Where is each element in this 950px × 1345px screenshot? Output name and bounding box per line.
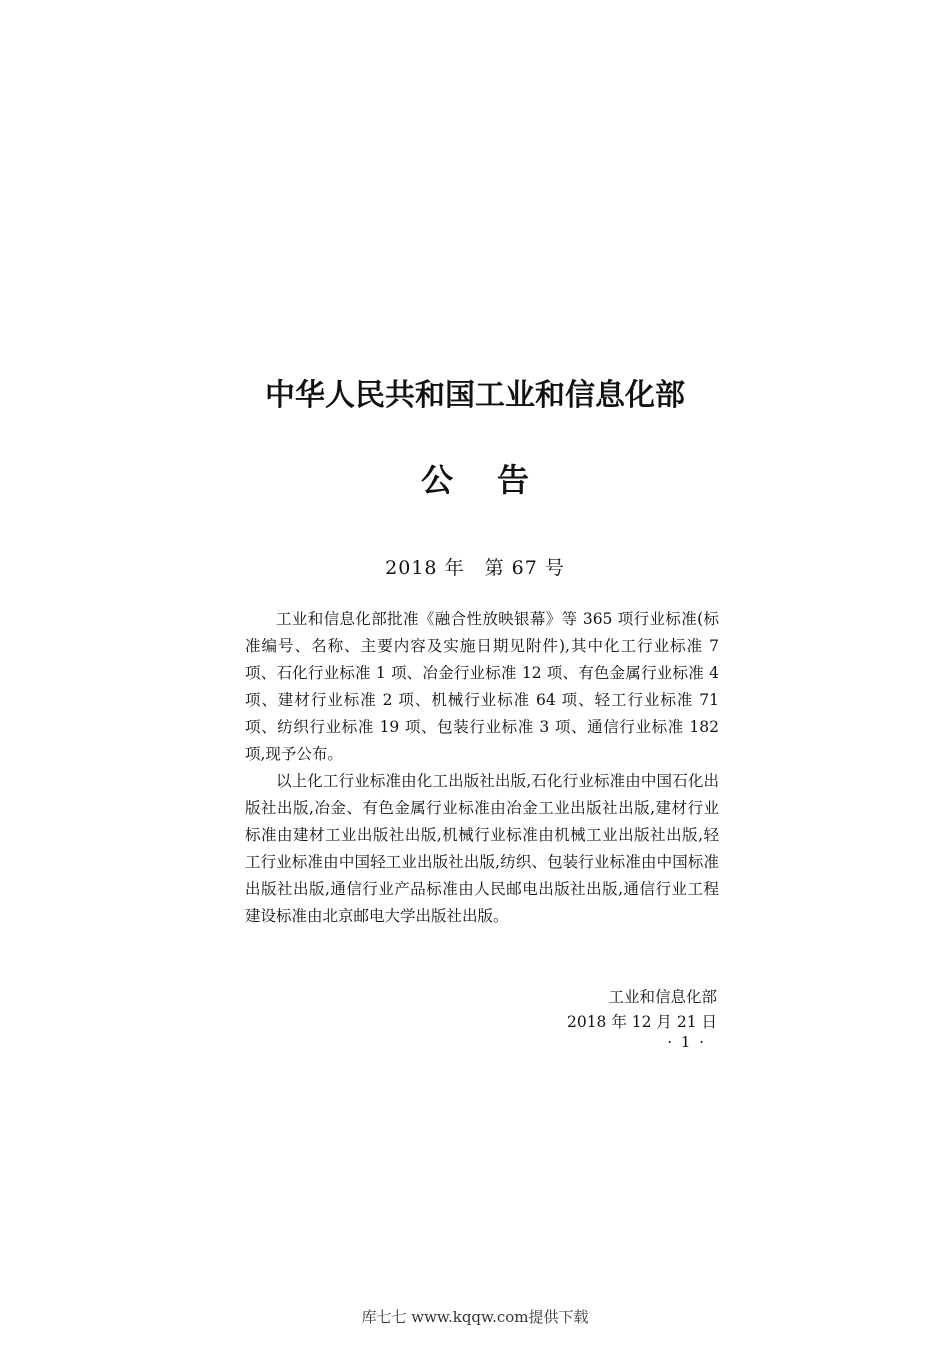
- announcement-title: 公告: [420, 461, 573, 499]
- signature-date: 2018 年 12 月 21 日: [566, 1013, 717, 1031]
- page-number: · 1 ·: [667, 1033, 706, 1051]
- signature-organization: 工业和信息化部: [608, 988, 717, 1006]
- signature-block: [567, 985, 717, 1035]
- issue-number: 2018 年 第 67 号: [385, 557, 565, 579]
- announcement-body: [245, 606, 719, 930]
- body-paragraph-1: 工业和信息化部批准《融合性放映银幕》等 365 项行业标准(标准编号、名称、主要内容及实施日期见附件),其中化工行业标准 7 项、石化行业标准 1 项、冶金行业标准 12 项、有色金属行业标准 4 项、建材行业标准 2 项、机械行业标准 64 项、轻工行业标准 71 项、纺织行业标准 19 项、包装行业标准 3 项、通信行业标准 182 项,现予公布。: [245, 610, 719, 763]
- ministry-title: 中华人民共和国工业和信息化部: [265, 378, 685, 413]
- body-paragraph-2: 以上化工行业标准由化工出版社出版,石化行业标准由中国石化出版社出版,冶金、有色金属行业标准由冶金工业出版社出版,建材行业标准由建材工业出版社出版,机械行业标准由机械工业出版社出版,轻工行业标准由中国轻工业出版社出版,纺织、包装行业标准由中国标准出版社出版,通信行业产品标准由人民邮电出版社出版,通信行业工程建设标准由北京邮电大学出版社出版。: [245, 772, 719, 925]
- download-watermark: 库七七 www.kqqw.com提供下载: [361, 1308, 589, 1326]
